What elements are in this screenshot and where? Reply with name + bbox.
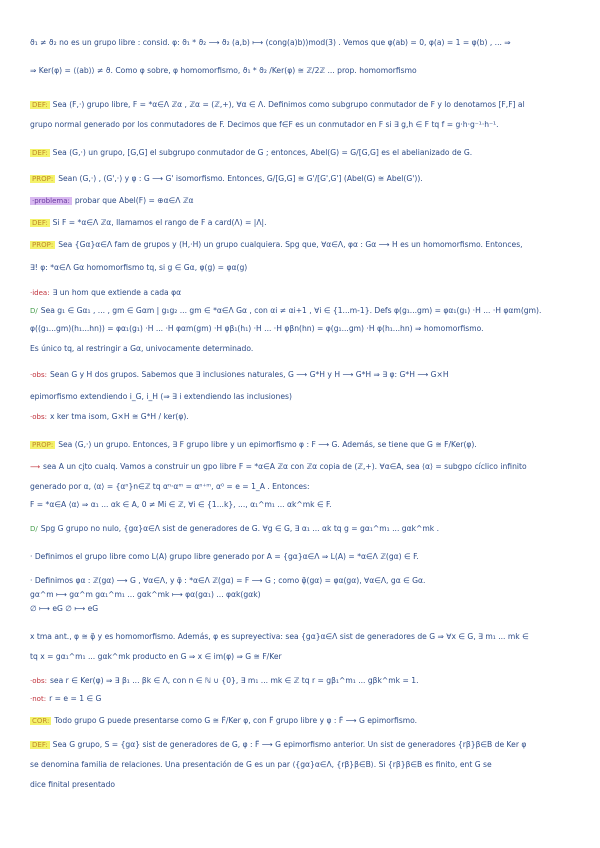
note-text: Sean (G,·) , (G',·) y φ : G ⟶ G' isomorfismo. Entonces, G/[G,G] ≅ G'/[G',G'] (Abel(G) ≅ Abel(G')). (58, 174, 423, 183)
note-text: gα^m ⟼ gα^m gα₁^m₁ ... gαk^mk ⟼ φα(gα₁) ... φαk(gαk) (30, 590, 261, 599)
note-text: Sea (G,·) un grupo. Entonces, ∃ F grupo libre y un epimorfismo φ : F ⟶ G. Además, se tiene que G ≅ F/Ker(φ). (58, 440, 477, 449)
note-line (30, 524, 580, 534)
note-line (30, 240, 580, 250)
note-line (30, 652, 580, 662)
note-line (30, 370, 580, 380)
note-tag: ·obs: (30, 413, 47, 421)
note-text: φ((g₁...gm)(h₁...hn)) = φα₁(g₁) ·H ... ·H φαm(gm) ·H φβ₁(h₁) ·H ... ·H φβn(hn) = φ(g₁...gm) ·H φ(h₁...hn) ⇒ homomorfismo. (30, 324, 484, 333)
note-text: Sea G grupo, S = {gα} sist de generadores de G, φ : F̃ ⟶ G epimorfismo anterior. Un sist de generadores {rβ}β∈B de Ker φ (52, 740, 527, 749)
note-text: Todo grupo G puede presentarse como G ≅ F̃/Ker φ, con F̃ grupo libre y φ : F̃ ⟶ G epimorfismo. (54, 716, 418, 725)
note-line (30, 148, 580, 158)
note-line (30, 38, 580, 48)
note-line (30, 440, 580, 450)
note-text: sea A un cjto cualq. Vamos a construir un gpo libre F = *α∈A ℤα con ℤα copia de (ℤ,+). ∀α∈A, sea ⟨α⟩ = subgpo cíclico infinito (43, 462, 527, 471)
note-tag: DEF: (32, 149, 48, 157)
note-tag: ·problema: (32, 197, 70, 205)
note-text: ∅ ⟼ eG ∅ ⟼ eG (30, 604, 99, 613)
note-text: Sea (F,·) grupo libre, F = *α∈Λ ℤα , ℤα = (ℤ,+), ∀α ∈ Λ. Definimos como subgrupo conmutador de F y lo denotamos [F,F] al (52, 100, 525, 109)
note-text: Si F = *α∈Λ ℤα, llamamos el rango de F a card(Λ) = |Λ|. (52, 218, 267, 227)
note-line (30, 716, 580, 726)
note-text: ⇒ Ker(φ) = ⟨⟨ab⟩⟩ ≠ ϑ. Como φ sobre, φ homomorfismo, ϑ₁ * ϑ₂ /Ker(φ) ≅ ℤ/2ℤ ... prop. homomorfismo (30, 66, 417, 75)
note-line (30, 100, 580, 110)
note-line (30, 604, 580, 614)
note-line (30, 632, 580, 642)
note-text: dice finital presentado (30, 780, 116, 789)
note-line (30, 676, 580, 686)
note-text: ∃! φ: *α∈Λ Gα homomorfismo tq, si g ∈ Gα, φ(g) = φα(g) (30, 263, 248, 272)
note-tag: D/ (30, 525, 38, 533)
note-tag: ·not: (30, 695, 47, 703)
note-text: · Definimos φα : ℤ(gα) ⟶ G , ∀α∈Λ, y φ̃ : *α∈Λ ℤ(gα) = F ⟶ G ; como φ̃(gα) = φα(gα), ∀α∈Λ, gα ∈ Gα. (30, 576, 426, 585)
note-line (30, 288, 580, 298)
note-line (30, 412, 580, 422)
note-tag: COR: (32, 717, 50, 725)
note-line (30, 552, 580, 562)
note-text: x ker tma isom, G×H ≅ G*H / ker(φ). (49, 412, 189, 421)
note-text: ∃ un hom que extiende a cada φα (52, 288, 182, 297)
note-text: grupo normal generado por los conmutadores de F. Decimos que f∈F es un conmutador en F si ∃ g,h ∈ F tq f = g·h·g⁻¹·h⁻¹. (30, 120, 499, 129)
note-text: tq x = gα₁^m₁ ... gαk^mk producto en G ⇒ x ∈ im(φ) ⇒ G ≅ F/Ker (30, 652, 282, 661)
note-text: ϑ₁ ≠ ϑ₂ no es un grupo libre : consid. φ: ϑ₁ * ϑ₂ ⟶ ϑ₂ (a,b) ⟼ (cong(a)b))mod(3) . Vemos que φ(ab) = 0, φ(a) = 1 = φ(b) , ... ⇒ (30, 38, 511, 47)
note-line (30, 218, 580, 228)
note-tag: PROP: (32, 175, 54, 183)
note-line (30, 780, 580, 790)
note-text: Sea (G,·) un grupo, [G,G] el subgrupo conmutador de G ; entonces, Abel(G) = G/[G,G] es el abelianizado de G. (52, 148, 473, 157)
note-line (30, 740, 580, 750)
note-text: · Definimos el grupo libre como L(A) grupo libre generado por A = {gα}α∈Λ ⇒ L(A) = *α∈Λ ℤ(gα) ∈ F. (30, 552, 419, 561)
note-tag: ·obs: (30, 677, 47, 685)
note-tag: ⟶ (30, 463, 41, 471)
note-line (30, 694, 580, 704)
note-line (30, 576, 580, 586)
note-text: Sea g₁ ∈ Gα₁ , ... , gm ∈ Gαm | g₁g₂ ... gm ∈ *α∈Λ Gα , con αi ≠ αi+1 , ∀i ∈ {1...m-1}. Defs φ(g₁...gm) = φα₁(g₁) ·H ... ·H φαm(gm). (40, 306, 542, 315)
note-line (30, 306, 580, 316)
note-tag: ·obs: (30, 371, 47, 379)
note-text: generado por α, ⟨α⟩ = {αⁿ}n∈ℤ tq αⁿ·αᵐ = αⁿ⁺ᵐ, α⁰ = e = 1_A . Entonces: (30, 482, 310, 491)
note-tag: PROP: (32, 441, 54, 449)
note-text: F = *α∈A ⟨α⟩ ⇒ α₁ ... αk ∈ A, 0 ≠ Mi ∈ ℤ, ∀i ∈ {1...k}, ..., α₁^m₁ ... αk^mk ∈ F. (30, 500, 332, 509)
note-text: x tma ant., φ ≅ φ̃ y es homomorfismo. Además, φ es supreyectiva: sea {gα}α∈Λ sist de generadores de G ⇒ ∀x ∈ G, ∃ m₁ ... mk ∈ (30, 632, 529, 641)
note-text: Es único tq, al restringir a Gα, univocamente determinado. (30, 344, 254, 353)
note-line (30, 482, 580, 492)
note-line (30, 392, 580, 402)
note-text: Sea {Gα}α∈Λ fam de grupos y (H,·H) un grupo cualquiera. Spg que, ∀α∈Λ, φα : Gα ⟶ H es un homomorfismo. Entonces, (58, 240, 523, 249)
note-text: sea r ∈ Ker(φ) ⇒ ∃ β₁ ... βk ∈ Λ, con n ∈ ℕ ∪ {0}, ∃ m₁ ... mk ∈ ℤ tq r = gβ₁^m₁ ... gβk^mk = 1. (49, 676, 419, 685)
note-text: Spg G grupo no nulo, {gα}α∈Λ sist de generadores de G. ∀g ∈ G, ∃ α₁ ... αk tq g = gα₁^m₁ ... gαk^mk . (40, 524, 440, 533)
note-line (30, 196, 580, 206)
note-line (30, 263, 580, 273)
note-line (30, 760, 580, 770)
note-tag: D/ (30, 307, 38, 315)
note-line (30, 590, 580, 600)
note-text: r = e = 1 ∈ G (49, 694, 102, 703)
note-line (30, 344, 580, 354)
note-line (30, 324, 580, 334)
note-tag: DEF: (32, 219, 48, 227)
note-tag: ·idea: (30, 289, 50, 297)
note-text: probar que Abel(F) = ⊕α∈Λ ℤα (74, 196, 194, 205)
note-tag: PROP: (32, 241, 54, 249)
note-line (30, 174, 580, 184)
note-tag: DEF: (32, 741, 48, 749)
note-line (30, 500, 580, 510)
note-line (30, 120, 580, 130)
note-tag: DEF: (32, 101, 48, 109)
note-text: Sean G y H dos grupos. Sabemos que ∃ inclusiones naturales, G ⟶ G*H y H ⟶ G*H ⇒ ∃ φ: G*H ⟶ G×H (49, 370, 449, 379)
note-text: epimorfismo extendiendo i_G, i_H (⇒ ∃ i extendiendo las inclusiones) (30, 392, 292, 401)
note-line (30, 462, 580, 472)
note-line (30, 66, 580, 76)
note-text: se denomina familia de relaciones. Una presentación de G es un par ⟨{gα}α∈Λ, {rβ}β∈B⟩. Si {rβ}β∈B es finito, ent G se (30, 760, 492, 769)
